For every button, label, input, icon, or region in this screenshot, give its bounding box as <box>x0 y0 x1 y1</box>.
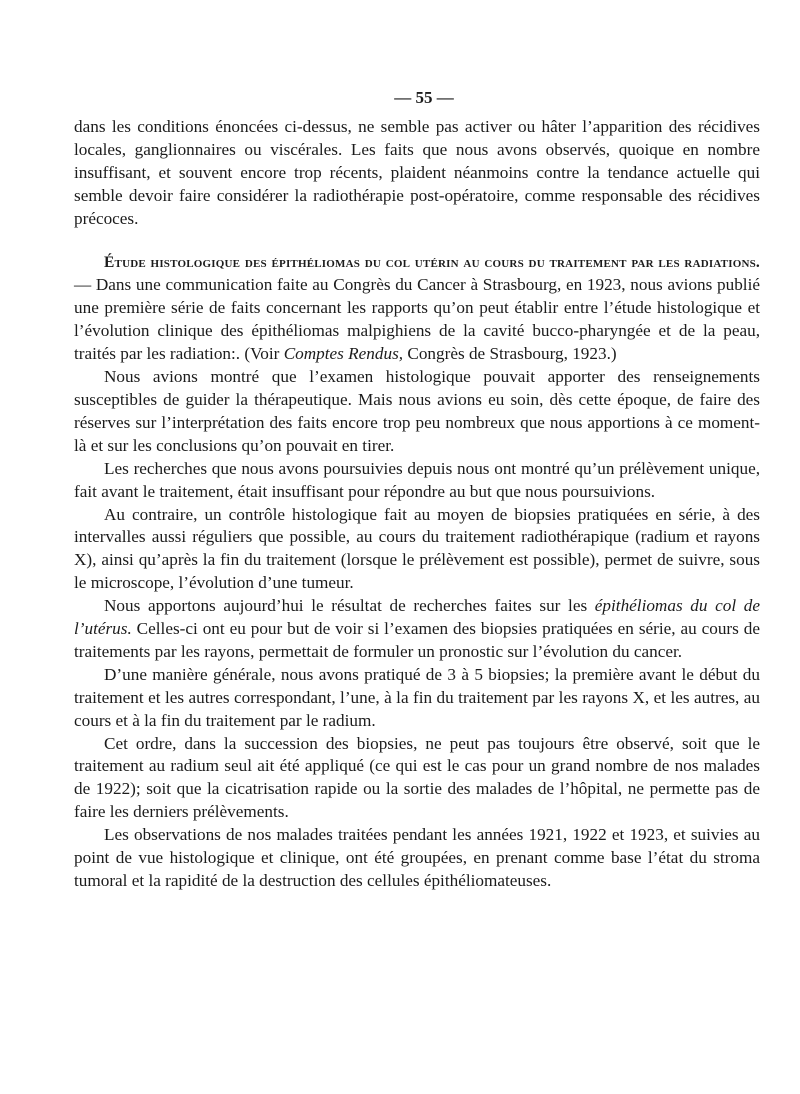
paragraph-5-before: Nous apportons aujourd’hui le résultat de recherches faites sur les <box>104 596 595 616</box>
paragraph-continuation: dans les conditions énoncées ci-dessus, ne semble pas activer ou hâter l’apparition des récidives locales, ganglionnaires ou viscérales. Les faits que nous avons observés, quoique en nombre insuffisant, et souvent encore trop récents, plaident néanmoins contre la tendance actuelle qui semble devoir faire considérer la radiothérapie post-opératoire, comme responsable des récidives précoces. <box>74 117 760 228</box>
section-paragraph <box>74 251 760 367</box>
paragraph-4: Au contraire, un contrôle histologique fait au moyen de biopsies pratiquées en série, à des intervalles aussi réguliers que possible, au cours du traitement radiothérapique (radium et rayons X), ainsi qu’après la fin du traitement (lorsque le prélèvement est possible), permet de suivre, sous le microscope, l’évolution d’une tumeur. <box>74 504 760 593</box>
paragraph-5-after: Celles-ci ont eu pour but de voir si l’examen des biopsies pratiquées en série, au cours de traitements par les rayons, permettait de formuler un pronostic sur l’évolution du cancer. <box>74 619 760 661</box>
paragraph-8: Les observations de nos malades traitées pendant les années 1921, 1922 et 1923, et suivies au point de vue histologique et clinique, ont été groupées, en prenant comme base l’état du stroma tumoral et la rapidité de la destruction des cellules épithéliomateuses. <box>74 825 760 890</box>
section-text-before: — Dans une communication faite au Congrès du Cancer à Strasbourg, en 1923, nous avions publié une première série de faits concernant les rapports qu’on peut établir entre l’étude histologique et l’évolution clinique des épithéliomas malpighiens de la cavité bucco-pharyngée et de la peau, traités par les radiation:. (Voir <box>74 275 760 364</box>
paragraph-2: Nous avions montré que l’examen histologique pouvait apporter des renseignements susceptibles de guider la thérapeutique. Mais nous avions eu soin, dès cette époque, de faire des réserves sur l’interprétation des faits encore trop peu nombreux que nous apportions à ce moment-là et sur les conclusions qu’on pouvait en tirer. <box>74 367 760 455</box>
page-number: — 55 — <box>394 88 454 107</box>
section-heading: Étude histologique des épithéliomas du col utérin au cours du traitement par les radiations. <box>104 253 760 271</box>
paragraph-5-italic: épithéliomas du col de l’utérus. <box>74 596 760 639</box>
paragraph-3: Les recherches que nous avons poursuivies depuis nous ont montré qu’un prélèvement unique, fait avant le traitement, était insuffisant pour répondre au but que nous poursuivions. <box>74 458 760 501</box>
section-text-after: Congrès de Strasbourg, 1923.) <box>403 344 617 364</box>
paragraph-6: D’une manière générale, nous avons pratiqué de 3 à 5 biopsies; la première avant le début du traitement et les autres correspondant, l’une, à la fin du traitement par les rayons X, et les autres, au cours et à la fin du traitement par le radium. <box>74 664 760 730</box>
paragraph-7: Cet ordre, dans la succession des biopsies, ne peut pas toujours être observé, soit que le traitement au radium seul ait été appliqué (ce qui est le cas pour un grand nombre de nos malades de 1922); soit que la cicatrisation rapide ou la sortie des malades de l’hôpital, ne permette pas de faire les derniers prélèvements. <box>74 733 760 822</box>
paragraph-5 <box>74 595 760 664</box>
section-italic-ref: Comptes Rendus, <box>283 344 404 364</box>
